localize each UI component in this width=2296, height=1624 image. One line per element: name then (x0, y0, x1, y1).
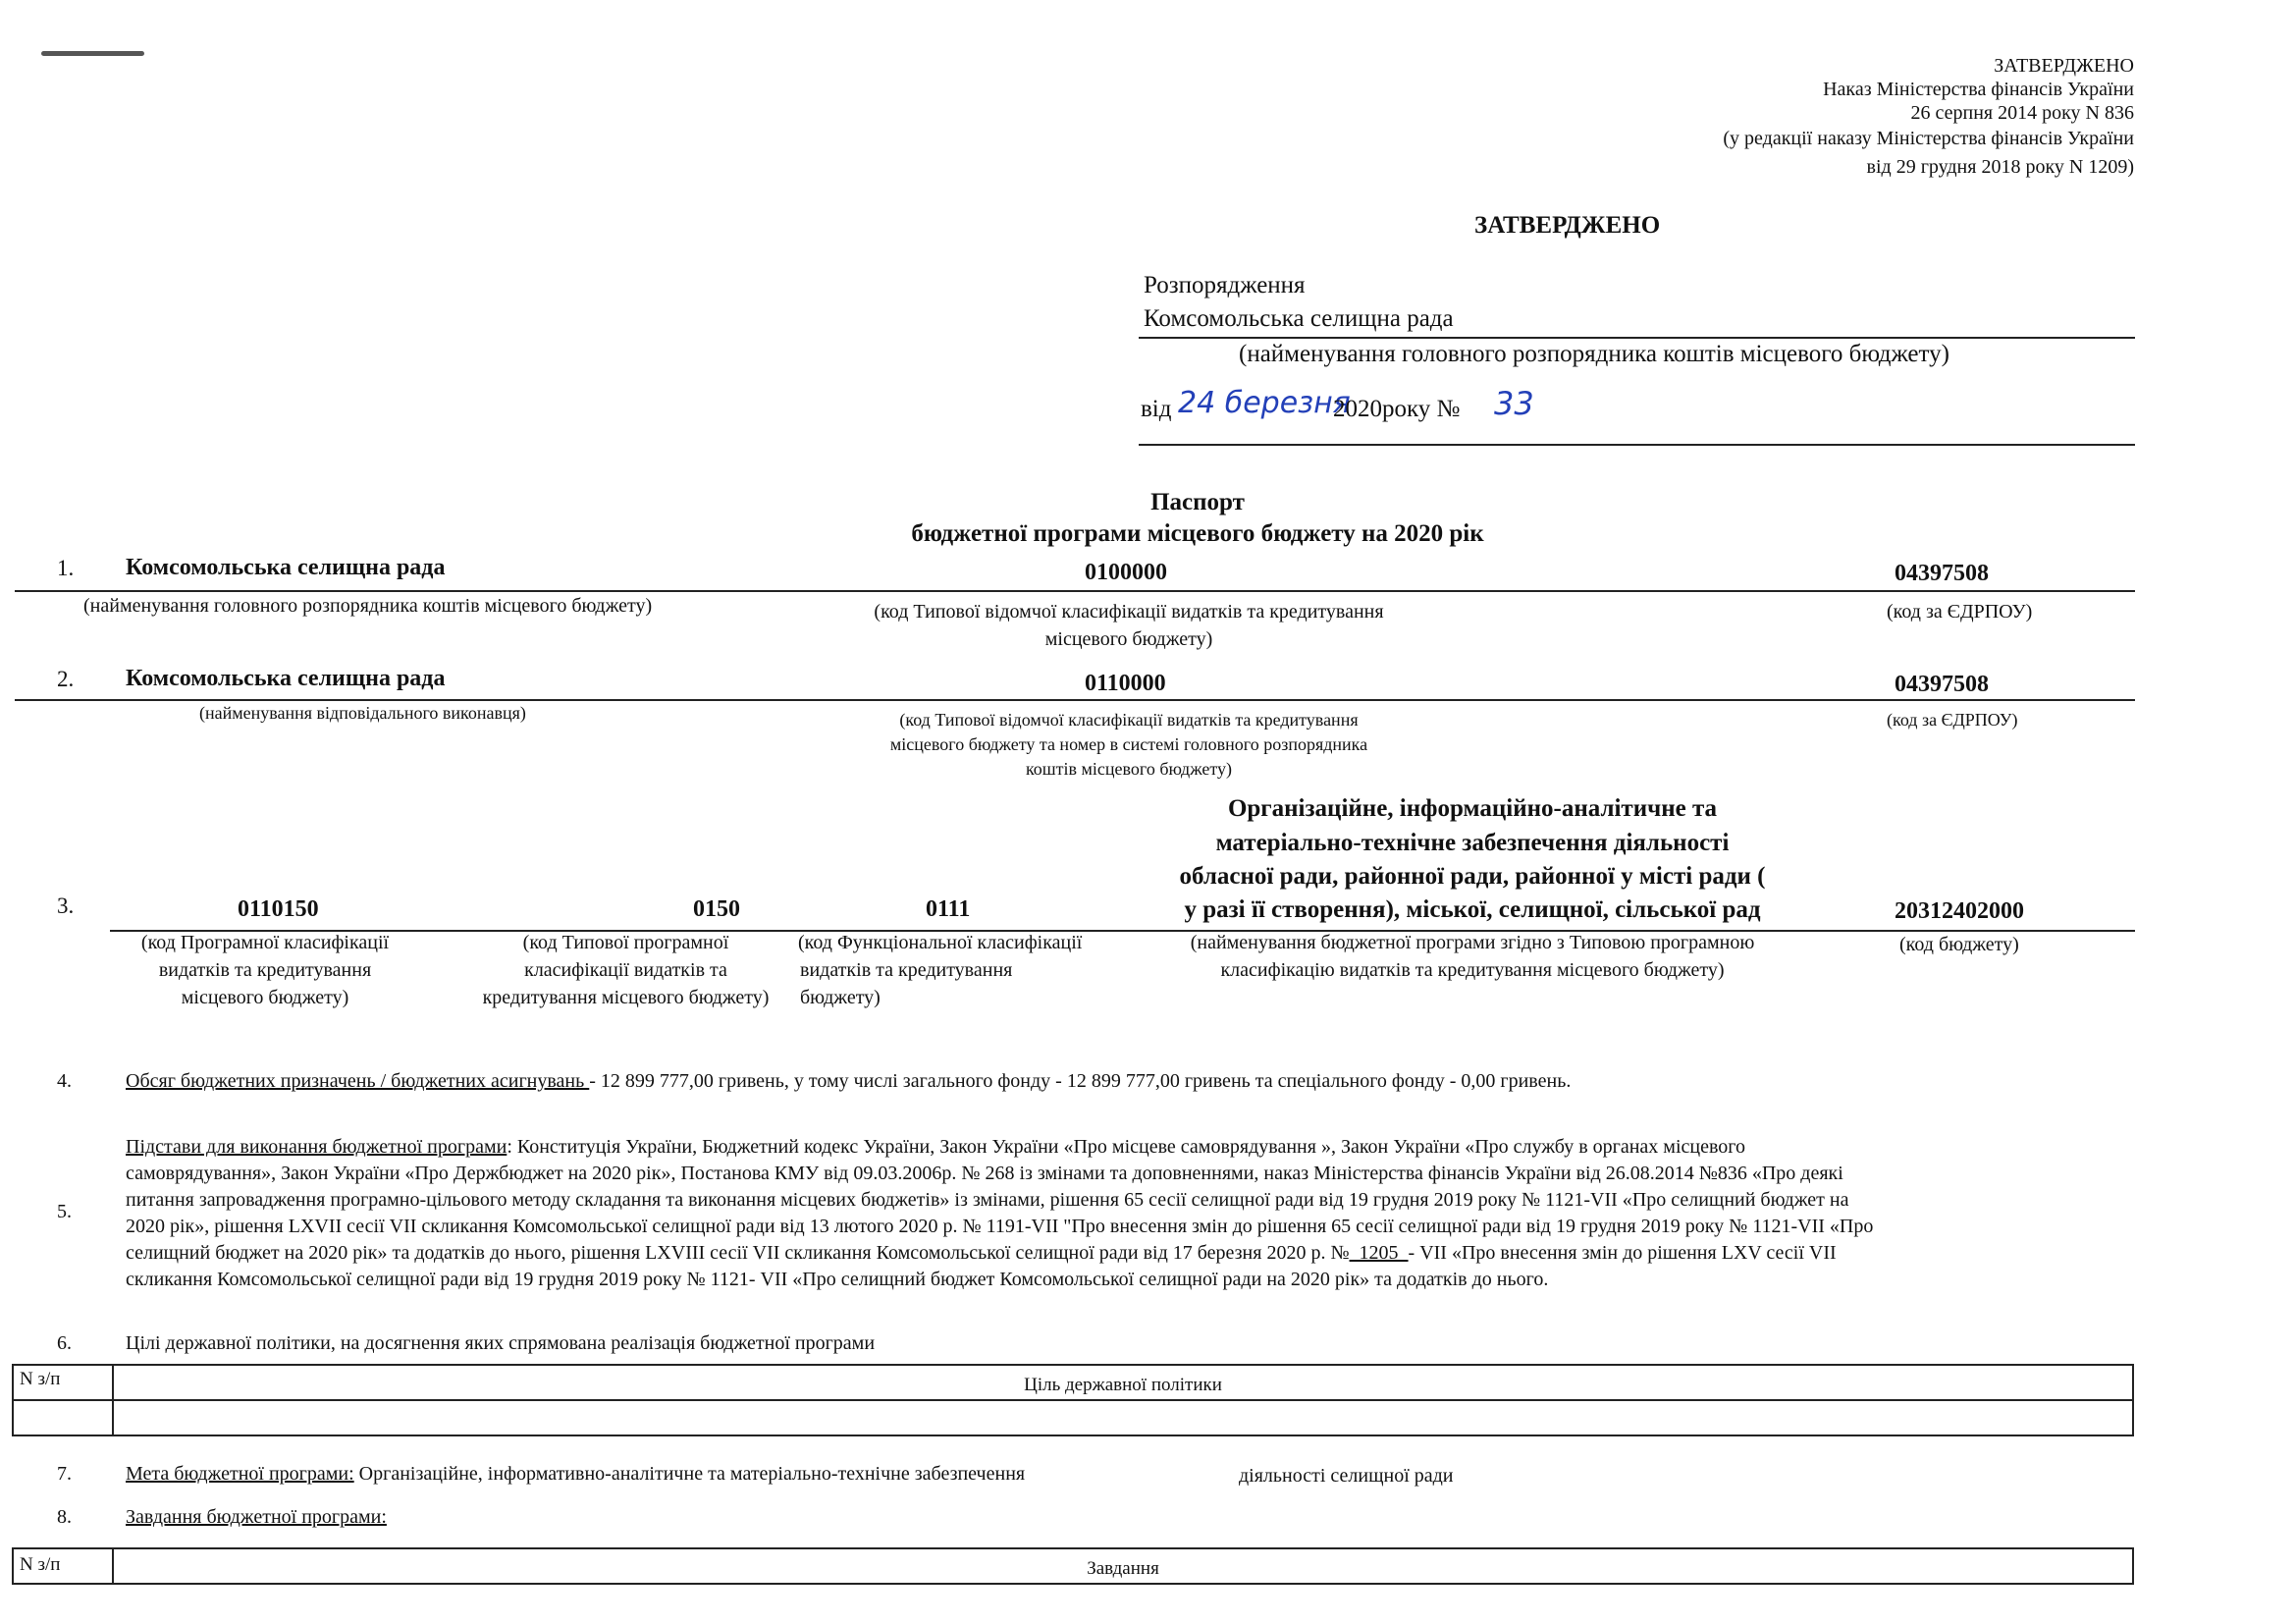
staple-mark (41, 51, 144, 56)
item8-label: Завдання бюджетної програми: (126, 1506, 387, 1528)
item4-amounts: - 12 899 777,00 гривень, у тому числі загального фонду - 12 899 777,00 гривень та спеціального фонду - 0,00 гривень. (589, 1070, 1572, 1092)
passport-subtitle: бюджетної програми місцевого бюджету на 2020 рік (911, 520, 1484, 547)
row2-code-caption-1: (код Типової відомчої класифікації видатків та кредитування (899, 710, 1359, 730)
row2-code-caption-3: коштів місцевого бюджету) (1025, 759, 1233, 779)
item5-line-3: питання запровадження програмно-цільового методу складання та виконання місцевих бюджетів» із змінами, рішення 65 сесії селищної ради від 19 грудня 2019 року № 1121-VII «Про селищний бюджет на (126, 1189, 1849, 1211)
approval-line-2: Наказ Міністерства фінансів України (1823, 79, 2134, 100)
cap4-line-2: класифікацію видатків та кредитування місцевого бюджету) (1220, 959, 1725, 981)
decree-type: Розпорядження (1144, 272, 1306, 298)
program-name-line-2: матеріально-технічне забезпечення діяльності (1215, 830, 1730, 856)
handwritten-number: 33 (1494, 385, 1534, 422)
cap2-line-2: класифікації видатків та (524, 959, 727, 981)
cap2-line-3: кредитування місцевого бюджету) (482, 987, 770, 1008)
item7-text (126, 1463, 1025, 1486)
tasks-table (12, 1547, 2134, 1585)
item6-number: 6. (57, 1332, 72, 1354)
item5-line-4: 2020 рік», рішення LXVII сесії VII скликання Комсомольської селищної ради від 13 лютого 2020 р. № 1191-VII "Про внесення змін до рішення 65 сесії селищної ради від 19 грудня 2019 року № 1121-VII «Про (126, 1216, 1874, 1237)
tasks-col-task: Завдання (1087, 1558, 1159, 1579)
item7-goal-end: діяльності селищної ради (1239, 1465, 1454, 1487)
row1-name-caption: (найменування головного розпорядника коштів місцевого бюджету) (83, 595, 653, 617)
cap2-line-1: (код Типової програмної (522, 932, 729, 953)
row1-code-caption-2: місцевого бюджету) (1044, 628, 1213, 650)
policy-empty-cell-goal (114, 1401, 2132, 1435)
approval-line-5: від 29 грудня 2018 року N 1209) (1866, 156, 2134, 178)
cap5: (код бюджету) (1899, 934, 2019, 955)
item5-line-2: самоврядування», Закон України «Про Держбюджет на 2020 рік», Постанова КМУ від 09.03.2006р. № 268 із змінами та доповненнями, наказ Міністерства фінансів України від 26.08.2014 №836 «Про деякі (126, 1163, 1843, 1184)
row2-line (15, 699, 2135, 701)
date-underline (1139, 444, 2135, 446)
item6-text: Цілі державної політики, на досягнення яких спрямована реалізація бюджетної програми (126, 1332, 876, 1354)
item7-number: 7. (57, 1463, 72, 1485)
row1-org-name: Комсомольська селищна рада (126, 555, 446, 580)
row2-name-caption: (найменування відповідального виконавця) (199, 703, 526, 723)
row1-code-caption-1: (код Типової відомчої класифікації видатків та кредитування (874, 601, 1384, 623)
row2-number: 2. (57, 667, 75, 691)
item5-line-6: скликання Комсомольської селищної ради від 19 грудня 2019 року № 1121- VII «Про селищний бюджет Комсомольської селищної ради на 2020 рік» та додатків до нього. (126, 1269, 1549, 1290)
tasks-col-number: N з/п (14, 1549, 114, 1583)
approving-org: Комсомольська селищна рада (1144, 305, 1454, 332)
row2-code: 0110000 (1085, 671, 1166, 696)
item5-decision-number: 1205 (1349, 1242, 1409, 1264)
row2-code-caption-2: місцевого бюджету та номер в системі головного розпорядника (889, 734, 1368, 754)
item5-line-5 (126, 1242, 1837, 1265)
row1-edrpou-caption: (код за ЄДРПОУ) (1887, 601, 2033, 623)
program-code: 0110150 (238, 896, 319, 922)
budget-code: 20312402000 (1895, 898, 2024, 924)
date-prefix: від (1141, 396, 1172, 422)
item4-number: 4. (57, 1070, 72, 1092)
cap3-line-2: видатків та кредитування (800, 959, 1013, 981)
approval-line-4: (у редакції наказу Міністерства фінансів України (1723, 128, 2134, 149)
row1-code: 0100000 (1085, 560, 1167, 585)
row1-line (15, 590, 2135, 592)
item4-label: Обсяг бюджетних призначень / бюджетних асигнувань (126, 1070, 590, 1092)
policy-goals-table (12, 1364, 2134, 1436)
program-name-line-3: обласної ради, районної ради, районної у місті ради ( (1179, 863, 1766, 890)
approval-line-3: 26 серпня 2014 року N 836 (1910, 102, 2134, 124)
item5-line-5-b: - VII «Про внесення змін до рішення LXV сесії VII (1408, 1242, 1837, 1264)
cap1-line-2: видатків та кредитування (158, 959, 372, 981)
item5-line-5-a: селищний бюджет на 2020 рік» та додатків до нього, рішення LXVIII сесії VII скликання Комсомольської селищної ради від 17 березня 2020 р. № (126, 1242, 1350, 1264)
row2-org-name: Комсомольська селищна рада (126, 666, 446, 691)
policy-empty-cell-number (14, 1401, 114, 1435)
policy-col-number: N з/п (14, 1366, 114, 1401)
cap3-line-1: (код Функціональної класифікації (798, 932, 1083, 953)
policy-col-goal: Ціль державної політики (114, 1366, 2132, 1401)
functional-code: 0111 (926, 896, 971, 922)
item7-label: Мета бюджетної програми: (126, 1463, 354, 1485)
cap1-line-3: місцевого бюджету) (181, 987, 349, 1008)
cap3-line-3: бюджету) (800, 987, 881, 1008)
handwritten-date: 24 березня (1178, 386, 1351, 420)
item4-text (126, 1070, 1571, 1093)
approval-line-1: ЗАТВЕРДЖЕНО (1994, 55, 2134, 77)
item5-line-1 (126, 1136, 1745, 1159)
row2-edrpou: 04397508 (1895, 672, 1989, 697)
cap4-line-1: (найменування бюджетної програми згідно з Типовою програмною (1190, 932, 1755, 953)
org-underline (1139, 337, 2135, 339)
item8-number: 8. (57, 1506, 72, 1528)
item5-label: Підстави для виконання бюджетної програми (126, 1136, 507, 1158)
item5-number: 5. (57, 1201, 72, 1222)
approval-title: ЗАТВЕРДЖЕНО (1474, 212, 1661, 239)
cap1-line-1: (код Програмної класифікації (140, 932, 390, 953)
row3-number: 3. (57, 893, 75, 918)
row3-line (110, 930, 2135, 932)
item5-line-1-text: : Конституція України, Бюджетний кодекс України, Закон України «Про місцеве самоврядування », Закон України «Про службу в органах місцевого (507, 1136, 1745, 1158)
program-name-line-1: Організаційне, інформаційно-аналітичне та (1227, 795, 1718, 822)
row1-edrpou: 04397508 (1895, 561, 1989, 586)
date-suffix: 2020року № (1333, 396, 1461, 422)
typical-program-code: 0150 (693, 896, 740, 922)
row2-edrpou-caption: (код за ЄДРПОУ) (1887, 710, 2018, 730)
row1-number: 1. (57, 556, 75, 580)
passport-title: Паспорт (1150, 489, 1245, 515)
item7-goal: Організаційне, інформативно-аналітичне та матеріально-технічне забезпечення (353, 1463, 1026, 1485)
org-caption: (найменування головного розпорядника коштів місцевого бюджету) (1239, 341, 1949, 367)
program-name-line-4: у разі її створення), міської, селищної, сільської рад (1184, 896, 1761, 923)
